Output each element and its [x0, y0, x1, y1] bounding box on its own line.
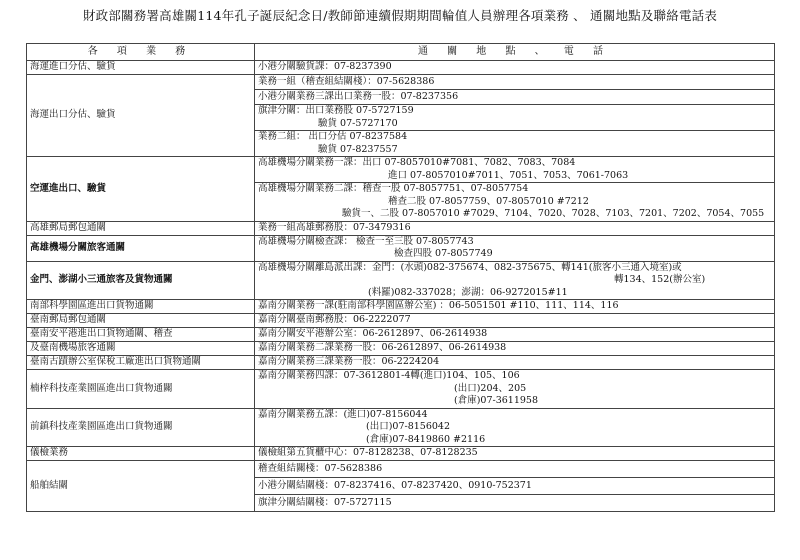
column-header-business: 各 項 業 務 — [27, 44, 255, 61]
business-cell: 臺南古蹟辦公室保稅工廠進出口貨物通關 — [27, 356, 255, 370]
location-cell — [255, 356, 775, 370]
table-row — [27, 300, 775, 314]
table-row — [27, 408, 775, 447]
location-line: 儀檢組第五貨櫃中心：07-8128238、07-8128235 — [258, 447, 478, 459]
location-cell — [255, 461, 775, 478]
location-cell — [255, 235, 775, 261]
location-cell — [255, 328, 775, 342]
location-line: 業務二組： 出口分估 07-8237584 — [258, 131, 408, 142]
page-title: 財政部關務署高雄關114年孔子誕辰紀念日/教師節連續假期期間輪值人員辦理各項業務 、 通關地點及聯絡電話表 — [82, 8, 718, 23]
business-cell: 臺南安平港進出口貨物通關、稽查 — [27, 328, 255, 342]
location-line: 高雄機場分關業務二課：稽查一股 07-8057751、07-8057754 — [258, 183, 529, 194]
location-cell — [255, 183, 775, 222]
column-header-location: 通 關 地 點 、 電 話 — [255, 44, 775, 61]
location-cell — [255, 90, 775, 105]
location-line: 嘉南分關業務二課業務一股：06-2612897、06-2614938 — [258, 342, 507, 354]
location-cell — [255, 478, 775, 495]
business-cell: 儀檢業務 — [27, 447, 255, 461]
business-cell: 前鎮科技產業園區進出口貨物通關 — [27, 408, 255, 447]
business-cell: 臺南郵局郵包通關 — [27, 314, 255, 328]
location-cell — [255, 75, 775, 90]
contact-table — [26, 43, 775, 512]
location-line: 業務一組高雄郵務股：07-3479316 — [258, 221, 411, 233]
location-cell — [255, 157, 775, 183]
location-cell — [255, 495, 775, 512]
business-cell: 及臺南機場旅客通關 — [27, 342, 255, 356]
table-row — [27, 370, 775, 409]
location-line: 嘉南分關業務五課：(進口)07-8156044 — [258, 408, 428, 420]
location-cell — [255, 105, 775, 131]
table-row — [27, 447, 775, 461]
location-line: 驗貨 07-8237557 — [318, 143, 398, 155]
location-line: 檢查四股 07-8057749 — [394, 248, 493, 259]
table-row — [27, 75, 775, 90]
table-row — [27, 342, 775, 356]
table-row — [27, 157, 775, 183]
location-line: 嘉南分關臺南郵務股：06-2222077 — [258, 314, 411, 326]
location-cell — [255, 61, 775, 75]
table-row — [27, 328, 775, 342]
location-line: 旗津分關結關棧：07-5727115 — [258, 496, 392, 508]
location-cell — [255, 408, 775, 447]
table-row — [27, 261, 775, 300]
location-line: 旗津分關：出口業務股 07-5727159 — [258, 105, 414, 116]
location-cell — [255, 370, 775, 409]
location-cell — [255, 342, 775, 356]
location-line: 進口 07-8057010#7011、7051、7053、7061-7063 — [388, 169, 629, 181]
business-cell: 海運進口分估、驗貨 — [27, 61, 255, 75]
business-cell: 空運進出口、驗貨 — [27, 157, 255, 222]
location-line: 嘉南分關業務一課(駐南部科學園區辦公室) ：06-5051501 #110、111、114、116 — [258, 300, 619, 312]
location-line: 驗貨一、二股 07-8057010 #7029、7104、7020、7028、7103、7201、7202、7054、7055 — [342, 208, 765, 219]
table-row — [27, 356, 775, 370]
location-cell — [255, 261, 775, 300]
location-line: (出口)07-8156042 — [366, 421, 451, 432]
table-header-row — [27, 44, 775, 61]
location-line: (倉庫)07-8419860 #2116 — [366, 433, 486, 445]
location-line: 稽查二股 07-8057759、07-8057010 #7212 — [388, 195, 589, 207]
location-line: 嘉南分關業務三課業務一股：06-2224204 — [258, 356, 440, 368]
location-line: 嘉南分關業務四課：07-3612801-4轉(進口)104、105、106 — [258, 370, 520, 381]
table-row — [27, 461, 775, 478]
business-cell: 南部科學園區進出口貨物通關 — [27, 300, 255, 314]
business-cell: 高雄機場分關旅客通關 — [27, 235, 255, 261]
location-line: 小港分關驗貨課：07-8237390 — [258, 61, 392, 73]
location-line: (出口)204、205 — [454, 382, 527, 394]
business-cell: 楠梓科技產業園區進出口貨物通關 — [27, 370, 255, 409]
location-line: 小港分關結關棧：07-8237416、07-8237420、0910-752371 — [258, 479, 532, 491]
location-cell — [255, 300, 775, 314]
table-row — [27, 221, 775, 235]
location-cell — [255, 221, 775, 235]
location-line: 業務一組（稽查組結關棧）：07-5628386 — [258, 75, 435, 87]
business-cell: 船舶結關 — [27, 461, 255, 512]
location-cell — [255, 314, 775, 328]
table-row — [27, 314, 775, 328]
table-row — [27, 235, 775, 261]
location-line: 稽查組結關棧：07-5628386 — [258, 462, 383, 474]
location-line: 轉134、152(辦公室) — [614, 274, 706, 285]
table-row — [27, 61, 775, 75]
location-line: 小港分關業務三課出口業務一股：07-8237356 — [258, 90, 459, 102]
location-cell — [255, 447, 775, 461]
location-line: 高雄機場分關檢查課： 檢查一至三股 07-8057743 — [258, 235, 474, 247]
business-cell: 高雄郵局郵包通關 — [27, 221, 255, 235]
location-line: 高雄機場分關業務一課：出口 07-8057010#7081、7082、7083、7084 — [258, 157, 576, 168]
business-cell: 金門、澎湖小三通旅客及貨物通關 — [27, 261, 255, 300]
location-line: (倉庫)07-3611958 — [454, 395, 539, 406]
location-line: 驗貨 07-5727170 — [318, 117, 398, 129]
location-line: (料羅)082-337028；澎湖：06-9272015#11 — [368, 286, 568, 298]
location-line: 高雄機場分關離島派出課：金門：(水頭)082-375674、082-375675、轉141(旅客小三通入境室)或 — [258, 261, 682, 273]
location-line: 嘉南分關安平港辦公室：06-2612897、06-2614938 — [258, 328, 488, 340]
location-cell — [255, 131, 775, 157]
business-cell: 海運出口分估、驗貨 — [27, 75, 255, 157]
